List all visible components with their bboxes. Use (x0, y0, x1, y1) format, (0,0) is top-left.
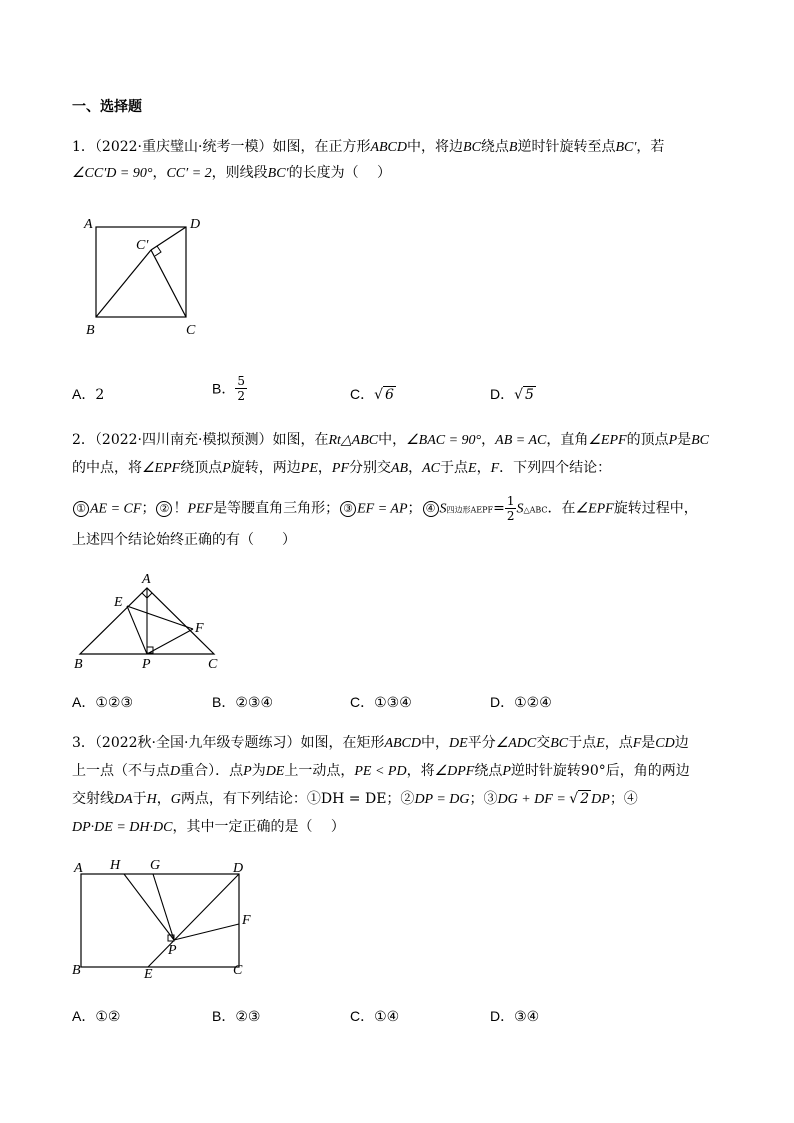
q3-line-pg (153, 874, 174, 940)
q1-source: （2022·重庆璧山·统考一模） (94, 139, 273, 155)
q1-fraction: $\frac{5}{2}$ (237, 374, 245, 403)
q3-figure (66, 852, 266, 982)
q1-label-b: B (86, 323, 95, 338)
q2-source: （2022·四川南充·模拟预测） (94, 432, 273, 448)
q1-line-cpc (151, 250, 186, 317)
q3-label-b: B (72, 963, 81, 978)
q2-stem-line-1: 2．（2022·四川南充·模拟预测）如图，在Rt△ABC中，∠BAC = 90°，AB = AC，直角∠EPF的顶点P是BC (72, 432, 710, 448)
q3-label-a: A (74, 861, 83, 876)
q2-line-pe (127, 606, 147, 654)
q1-line-bcp (96, 250, 151, 317)
q2-option-d[interactable]: D．①②④ (490, 694, 552, 711)
q1-label-cp: C′ (136, 238, 149, 253)
q2-label-p: P (142, 657, 151, 672)
q3-option-a[interactable]: A．①② (72, 1008, 121, 1025)
q2-label-e: E (114, 595, 123, 610)
q1-option-d[interactable]: D．√ 5 (490, 386, 534, 403)
q1-option-c[interactable]: C．√ 6 (350, 386, 394, 403)
q3-rectangle (81, 874, 239, 967)
q1-option-a[interactable]: A．2 (72, 386, 105, 403)
q3-line-pf (174, 924, 239, 940)
q1-figure (78, 212, 208, 340)
q3-option-b[interactable]: B．②③ (212, 1008, 261, 1025)
q3-line-de (148, 874, 239, 967)
q2-line-pf (147, 629, 193, 654)
q2-label-f: F (195, 621, 204, 636)
q1-label-d: D (190, 217, 201, 232)
q1-line-cpd (151, 227, 186, 250)
q3-line-ph (124, 874, 174, 940)
q3-source: （2022秋·全国·九年级专题练习） (94, 735, 301, 751)
q2-stem-line-3: ① AE = CF； ② ！PEF是等腰直角三角形； ③ EF = AP； ④ S四边形AEPF= $\frac{1}{2}$ S△ABC．在∠EPF旋转过程中， (72, 494, 698, 523)
q3-label-e: E (144, 967, 153, 982)
q3-label-h: H (110, 858, 121, 873)
q2-label-c: C (208, 657, 218, 672)
q3-label-f: F (242, 913, 251, 928)
q1-option-b[interactable]: B． $\frac{5}{2}$ (212, 374, 245, 403)
q1-label-c: C (186, 323, 196, 338)
q3-stem-line-4: DP·DE = DH·DC，其中一定正确的是（ ） (72, 819, 345, 835)
q2-option-a[interactable]: A．①②③ (72, 694, 133, 711)
q2-line-ef (127, 606, 193, 629)
q3-option-c[interactable]: C．①④ (350, 1008, 400, 1025)
section-title: 一、选择题 (72, 99, 142, 115)
q1-label-a: A (84, 217, 93, 232)
q3-label-d: D (233, 861, 244, 876)
q1-number: 1． (72, 139, 95, 155)
q3-option-d[interactable]: D．③④ (490, 1008, 540, 1025)
q2-label-b: B (74, 657, 83, 672)
q3-stem-line-1: 3．（2022秋·全国·九年级专题练习）如图，在矩形ABCD中，DE平分∠ADC交BC于点E，点F是CD边 (72, 735, 689, 751)
q1-stem-line-1: 1．（2022·重庆璧山·统考一模）如图，在正方形ABCD中，将边BC绕点B逆时针旋转至点BC′，若 (72, 139, 665, 155)
q2-stem-line-2: 的中点，将∠EPF绕顶点P旋转，两边PE，PF分别交AB，AC于点E，F．下列四个结论： (72, 460, 612, 476)
q2-figure (66, 568, 226, 672)
q3-label-g: G (150, 858, 161, 873)
q1-stem-line-2: ∠CC′D = 90°，CC′ = 2，则线段BC′的长度为（ ） (72, 165, 392, 181)
q1-right-angle-mark (155, 246, 161, 256)
q2-label-a: A (142, 572, 151, 587)
q3-stem-line-3: 交射线DA于H，G两点，有下列结论：①DH = DE；②DP = DG；③DG + DF = √ 2 DP；④ (72, 791, 638, 807)
q2-stem-line-4: 上述四个结论始终正确的有（ ） (72, 532, 296, 548)
q3-stem-line-2: 上一点（不与点D重合）．点P为DE上一动点，PE < PD，将∠DPF绕点P逆时针旋转90°后，角的两边 (72, 763, 690, 779)
q2-option-b[interactable]: B．②③④ (212, 694, 273, 711)
q3-label-c: C (233, 963, 243, 978)
q3-label-p: P (168, 943, 177, 958)
q2-option-c[interactable]: C．①③④ (350, 694, 412, 711)
